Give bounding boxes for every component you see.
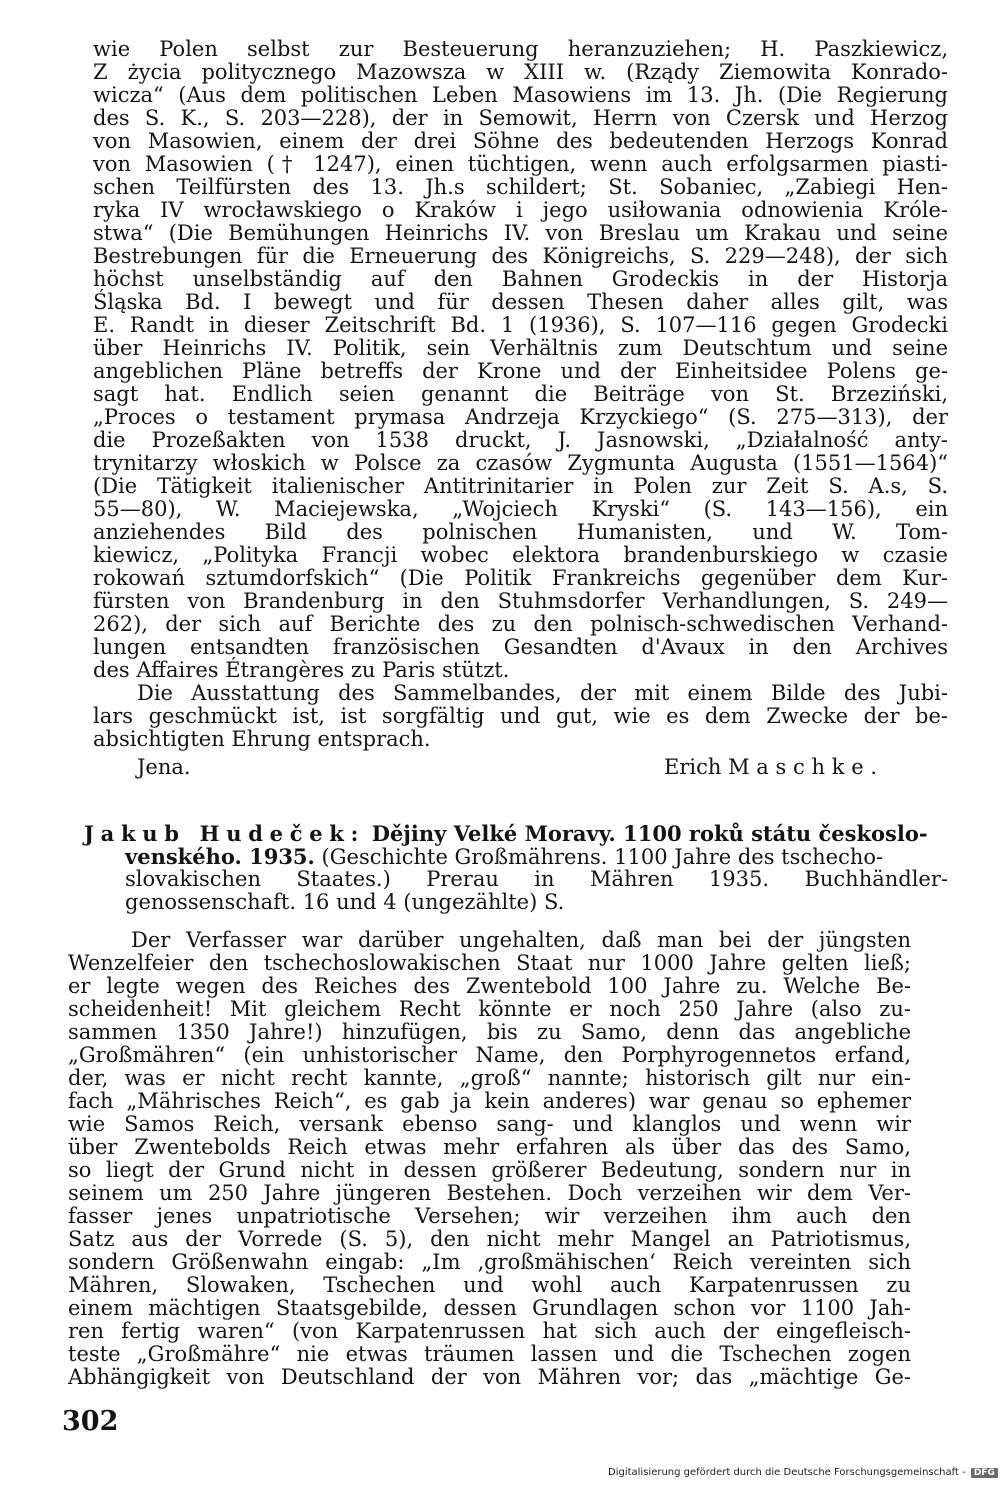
text-line: 55—80), W. Maciejewska, „Wojciech Kryski“ (S. 143—156), ein: [93, 497, 948, 521]
text-line: lungen entsandten französischen Gesandten d'Avaux in den Archives: [93, 635, 948, 659]
text-line: Wenzelfeier den tschechoslowakischen Staat nur 1000 Jahre gelten ließ;: [68, 951, 911, 975]
text-line: des S. K., S. 203—228), der in Semowit, Herrn von Czersk und Herzog: [93, 106, 948, 130]
digitization-footer: [608, 1467, 998, 1478]
review-heading-line-4: genossenschaft. 16 und 4 (ungezählte) S.: [125, 890, 565, 914]
text-line: von Masowien, einem der drei Söhne des bedeutenden Herzogs Konrad: [93, 129, 948, 153]
text-line: über Zwentebolds Reich etwas mehr erfahren als über das des Samo,: [68, 1135, 911, 1159]
text-line: der, was er nicht recht kannte, „groß“ nannte; historisch gilt nur ein-: [68, 1066, 911, 1090]
signature-last: Maschke.: [728, 755, 884, 779]
text-line: anziehendes Bild des polnischen Humanisten, und W. Tom-: [93, 520, 948, 544]
text-line: sammen 1350 Jahre!) hinzufügen, bis zu Samo, denn das angebliche: [68, 1020, 911, 1044]
text-line: höchst unselbständig auf den Bahnen Grodeckis in der Historja: [93, 267, 948, 291]
text-line: kiewicz, „Polityka Francji wobec elektora brandenburskiego w czasie: [93, 543, 948, 567]
review-title: venského. 1935.: [125, 844, 315, 869]
text-line: so liegt der Grund nicht in dessen größerer Bedeutung, sondern nur in: [68, 1158, 911, 1182]
text-line: (Die Tätigkeit italienischer Antitrinitarier in Polen zur Zeit S. A.s, S.: [93, 474, 948, 498]
text-line: Śląska Bd. I bewegt und für dessen Thesen daher alles gilt, was: [93, 290, 948, 314]
text-line: E. Randt in dieser Zeitschrift Bd. 1 (1936), S. 107—116 gegen Grodecki: [93, 313, 948, 337]
review-author: Jakub Hudeček:: [84, 821, 366, 846]
text-line: teste „Großmähre“ nie etwas träumen lassen und die Tschechen zogen: [68, 1342, 911, 1366]
text-line: fasser jenes unpatriotische Versehen; wir verzeihen ihm auch den: [68, 1204, 911, 1228]
text-line: wie Samos Reich, versank ebenso sang- und klanglos und wenn wir: [68, 1112, 911, 1136]
text-line: Abhängigkeit von Deutschland der von Mähren vor; das „mächtige Ge-: [68, 1365, 911, 1389]
text-line: die Prozeßakten von 1538 druckt, J. Jasnowski, „Działalność anty-: [93, 428, 948, 452]
review-heading-line-3: slovakischen Staates.) Prerau in Mähren 1935. Buchhändler-: [125, 867, 948, 891]
text-line: ren fertig waren“ (von Karpatenrussen hat sich auch der eingefleisch-: [68, 1319, 911, 1343]
text-line: rokowań sztumdorfskich“ (Die Politik Frankreichs gegenüber dem Kur-: [93, 566, 948, 590]
signature-name: [664, 756, 884, 779]
dfg-logo: DFG: [971, 1468, 998, 1478]
text-line: fach „Mährisches Reich“, es gab ja kein anderes) war genau so ephemer: [68, 1089, 911, 1113]
text-line: trynitarzy włoskich w Polsce za czasów Zygmunta Augusta (1551—1564)“: [93, 451, 948, 475]
review-heading-line-2: [125, 845, 883, 868]
review-heading-line-1: [84, 822, 928, 845]
text-line: von Masowien († 1247), einen tüchtigen, wenn auch erfolgsarmen piasti-: [93, 152, 948, 176]
text-line-last: des Affaires Étrangères zu Paris stützt.: [93, 658, 510, 682]
text-line: „Großmähren“ (ein unhistorischer Name, den Porphyrogennetos erfand,: [68, 1043, 911, 1067]
review-meta: (Geschichte Großmährens. 1100 Jahre des tschecho-: [321, 845, 884, 869]
text-line: lars geschmückt ist, ist sorgfältig und gut, wie es dem Zwecke der be-: [93, 704, 948, 728]
text-line-last: absichtigten Ehrung entsprach.: [93, 727, 431, 751]
text-line: stwa“ (Die Bemühungen Heinrichs IV. von Breslau um Krakau und seine: [93, 221, 948, 245]
text-line: wie Polen selbst zur Besteuerung heranzuziehen; H. Paszkiewicz,: [93, 37, 948, 61]
text-line: angeblichen Pläne betreffs der Krone und der Einheitsidee Polens ge-: [93, 359, 948, 383]
review-title: Dějiny Velké Moravy. 1100 roků státu českoslo-: [371, 821, 928, 846]
text-line: er legte wegen des Reiches des Zwentebold 100 Jahre zu. Welche Be-: [68, 974, 911, 998]
text-line: einem mächtigen Staatsgebilde, dessen Grundlagen schon vor 1100 Jah-: [68, 1296, 911, 1320]
text-line: ryka IV wrocławskiego o Kraków i jego usiłowania odnowienia Króle-: [93, 198, 948, 222]
signature-first: Erich: [664, 755, 722, 779]
text-line: scheidenheit! Mit gleichem Recht könnte er noch 250 Jahre (also zu-: [68, 997, 911, 1021]
text-line: Mähren, Slowaken, Tschechen und wohl auch Karpatenrussen zu: [68, 1273, 911, 1297]
text-line: schen Teilfürsten des 13. Jh.s schildert; St. Sobaniec, „Zabiegi Hen-: [93, 175, 948, 199]
text-line: Satz aus der Vorrede (S. 5), den nicht mehr Mangel an Patriotismus,: [68, 1227, 911, 1251]
signature-place: Jena.: [137, 755, 191, 779]
text-line: fürsten von Brandenburg in den Stuhmsdorfer Verhandlungen, S. 249—: [93, 589, 948, 613]
text-line: Z życia politycznego Mazowsza w XIII w. (Rządy Ziemowita Konrado-: [93, 60, 948, 84]
text-line: „Proces o testament prymasa Andrzeja Krzyckiego“ (S. 275—313), der: [93, 405, 948, 429]
text-line: 262), der sich auf Berichte des zu den polnisch-schwedischen Verhand-: [93, 612, 948, 636]
text-line: über Heinrichs IV. Politik, sein Verhältnis zum Deutschtum und seine: [93, 336, 948, 360]
page-number: 302: [62, 1406, 119, 1437]
text-line: seinem um 250 Jahre jüngeren Bestehen. Doch verzeihen wir dem Ver-: [68, 1181, 911, 1205]
text-line-indent: Die Ausstattung des Sammelbandes, der mit einem Bilde des Jubi-: [137, 681, 948, 705]
text-line: sondern Größenwahn eingab: „Im ‚großmähischen‘ Reich vereinten sich: [68, 1250, 911, 1274]
text-line: sagt hat. Endlich seien genannt die Beiträge von St. Brzeziński,: [93, 382, 948, 406]
text-line: Bestrebungen für die Erneuerung des Königreichs, S. 229—248), der sich: [93, 244, 948, 268]
text-line-indent: Der Verfasser war darüber ungehalten, daß man bei der jüngsten: [131, 928, 911, 952]
text-line: wicza“ (Aus dem politischen Leben Masowiens im 13. Jh. (Die Regierung: [93, 83, 948, 107]
footer-text: Digitalisierung gefördert durch die Deutsche Forschungsgemeinschaft -: [608, 1467, 966, 1478]
